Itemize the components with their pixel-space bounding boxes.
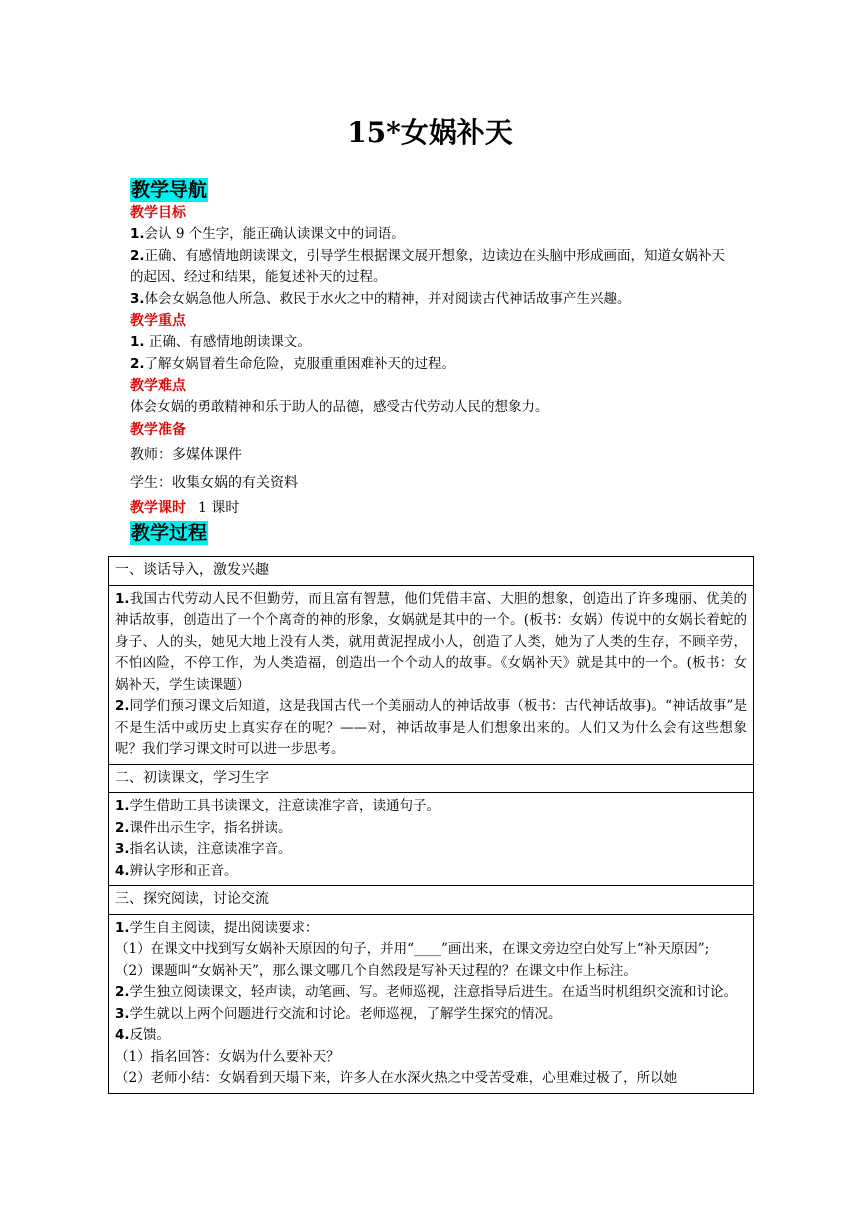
process-line: （2）老师小结：女娲看到天塌下来，许多人在水深火热之中受苦受难，心里难过极了，所以她 xyxy=(115,1070,678,1086)
goal-item: 2.正确、有感情地朗读课文，引导学生根据课文展开想象，边读边在头脑中形成画面，知道女娲补天的起因、经过和结果，能复述补天的过程。 xyxy=(130,247,726,285)
process-line: 2.同学们预习课文后知道，这是我国古代一个美丽动人的神话故事（板书：古代神话故事)。“神话故事”是不是生活中或历史上真实存在的呢？——对，神话故事是人们想象出来的。人们又为什么会有这些想象呢？我们学习课文时可以进一步思考。 xyxy=(115,698,747,757)
section-body xyxy=(109,914,754,1093)
teaching-guide xyxy=(130,178,730,545)
class-hours-value: 1 课时 xyxy=(198,499,240,516)
teaching-process-heading: 教学过程 xyxy=(131,521,208,544)
process-line: 2.课件出示生字，指名拼读。 xyxy=(115,819,292,836)
difficulty-text: 体会女娲的勇敢精神和乐于助人的品德，感受古代劳动人民的想象力。 xyxy=(130,399,549,415)
class-hours-label: 教学课时 xyxy=(130,499,186,516)
key-point-item: 2.了解女娲冒着生命危险，克服重重困难补天的过程。 xyxy=(130,355,456,372)
process-line: （1）在课文中找到写女娲补天原因的句子，并用“____”画出来，在课文旁边空白处写上“补天原因”; xyxy=(115,941,710,957)
process-line: 4.反馈。 xyxy=(115,1027,171,1043)
preparation-label: 教学准备 xyxy=(130,421,186,438)
teaching-process-table xyxy=(108,556,754,1094)
process-line: 4.辨认字形和正音。 xyxy=(115,862,238,879)
table-row xyxy=(109,764,754,793)
process-line: 1.我国古代劳动人民不但勤劳，而且富有智慧，他们凭借丰富、大胆的想象，创造出了许多瑰丽、优美的神话故事，创造出了一个个离奇的神的形象，女娲就是其中的一个。(板书：女娲）传说中的女娲长着蛇的身子、人的头，她见大地上没有人类，就用黄泥捏成小人，创造了人类，她为了人类的生存，不顾辛劳，不怕凶险，不停工作，为人类造福，创造出一个个动人的故事。《女娲补天》就是其中的一个。(板书：女娲补天，学生读课题） xyxy=(115,590,747,693)
process-line: 2.学生独立阅读课文，轻声读，动笔画、写。老师巡视，注意指导后进生。在适当时机组织交流和讨论。 xyxy=(115,984,738,1000)
table-row xyxy=(109,557,754,586)
process-line: 1.学生自主阅读，提出阅读要求： xyxy=(115,919,319,936)
goal-item: 1.会认 9 个生字，能正确认读课文中的词语。 xyxy=(130,226,405,242)
process-line: （1）指名回答：女娲为什么要补天？ xyxy=(115,1048,340,1065)
key-points-list xyxy=(130,332,730,375)
difficulty-label: 教学难点 xyxy=(130,378,186,394)
table-row xyxy=(109,914,754,1093)
goals-label: 教学目标 xyxy=(130,205,186,221)
table-row xyxy=(109,886,754,915)
section-heading: 一、谈话导入，激发兴趣 xyxy=(109,557,754,586)
table-row xyxy=(109,793,754,886)
class-hours xyxy=(130,497,730,519)
process-line: 3.指名认读，注意读准字音。 xyxy=(115,841,292,857)
key-point-item: 1. 正确、有感情地朗读课文。 xyxy=(130,334,311,350)
goals-list xyxy=(130,224,730,310)
section-body xyxy=(109,793,754,886)
teaching-guide-heading: 教学导航 xyxy=(131,179,208,201)
teacher-preparation: 教师：多媒体课件 xyxy=(130,446,242,463)
key-points-label: 教学重点 xyxy=(130,313,186,329)
section-heading: 二、初读课文，学习生字 xyxy=(109,764,754,793)
table-row xyxy=(109,585,754,764)
page-title: 15*女娲补天 xyxy=(347,116,513,149)
section-heading: 三、探究阅读，讨论交流 xyxy=(109,886,754,915)
goal-item: 3.体会女娲急他人所急、救民于水火之中的精神，并对阅读古代神话故事产生兴趣。 xyxy=(130,290,631,307)
section-body xyxy=(109,585,754,764)
process-line: 3.学生就以上两个问题进行交流和讨论。老师巡视，了解学生探究的情况。 xyxy=(115,1005,562,1022)
student-preparation: 学生：收集女娲的有关资料 xyxy=(130,474,298,491)
process-line: （2）课题叫“女娲补天”，那么课文哪几个自然段是写补天过程的？在课文中作上标注。 xyxy=(115,962,637,979)
process-line: 1.学生借助工具书读课文，注意读准字音，读通句子。 xyxy=(115,798,441,814)
